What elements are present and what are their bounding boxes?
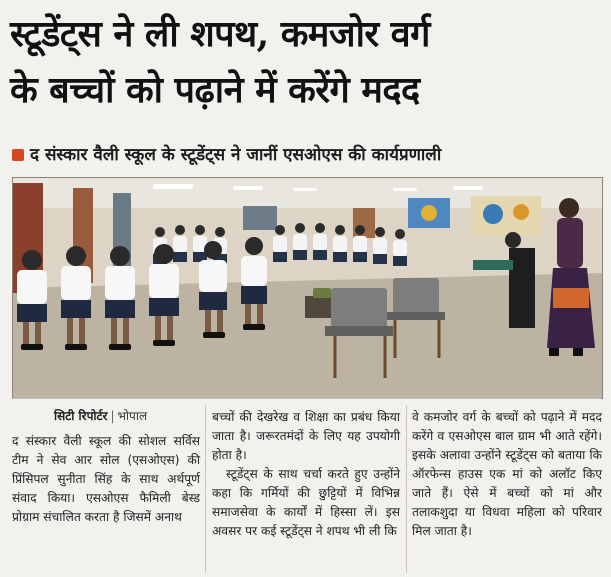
- subheadline-text: द संस्कार वैली स्कूल के स्टूडेंट्स ने जानीं एसओएस की कार्यप्रणाली: [30, 145, 442, 165]
- classroom-photo-illustration: [13, 178, 602, 398]
- column-3: [412, 408, 602, 541]
- body-paragraph: द संस्कार वैली स्कूल की सोशल सर्विस टीम ने सेव आर सोल (एसओएस) की प्रिंसिपल सुनीता सिंह के साथ अर्थपूर्ण संवाद किया। एसओएस फैमिली बेस्ड प्रोग्राम संचालित करता है जिसमें अनाथ: [12, 434, 200, 524]
- column-1: [12, 405, 200, 527]
- column-divider: [406, 405, 407, 573]
- column-divider: [205, 405, 206, 573]
- body-paragraph: बच्चों की देखरेख व शिक्षा का प्रबंध किया जाता है। जरूरतमंदों के लिए यह उपयोगी होता है।: [212, 410, 400, 462]
- byline-place: भोपाल: [117, 409, 148, 423]
- headline: [10, 6, 605, 118]
- subheadline-bullet-icon: [12, 149, 24, 161]
- byline-author: सिटी रिपोर्टर: [54, 409, 108, 423]
- photo-rule: [12, 398, 601, 399]
- subheadline: [12, 142, 607, 165]
- classroom-photo: [12, 177, 603, 399]
- column-2: [212, 408, 400, 541]
- headline-line-1: स्टूडेंट्स ने ली शपथ, कमजोर वर्ग: [10, 13, 430, 55]
- body-paragraph: स्टूडेंट्स के साथ चर्चा करते हुए उन्होंने कहा कि गर्मियों की छुट्टियों में विभिन्न समाजसेवा के कार्यों में हिस्सा लें। इस अवसर पर कई स्टूडेंट्स ने शपथ भी ली कि: [212, 467, 400, 538]
- headline-line-2: के बच्चों को पढ़ाने में करेंगे मदद: [10, 69, 420, 111]
- byline: [54, 407, 200, 426]
- byline-separator: |: [110, 409, 115, 423]
- body-paragraph: वे कमजोर वर्ग के बच्चों को पढ़ाने में मदद करेंगे व एसओएस बाल ग्राम भी आते रहेंगे। इसके अलावा उन्होंने स्टूडेंट्स को बताया कि ऑरफेन्स हाउस एक मां को अलॉट किए जाते हैं। ऐसे में बच्चों को मां और तलाकशुदा या विधवा महिला को परिवार मिल जाता है।: [412, 410, 602, 538]
